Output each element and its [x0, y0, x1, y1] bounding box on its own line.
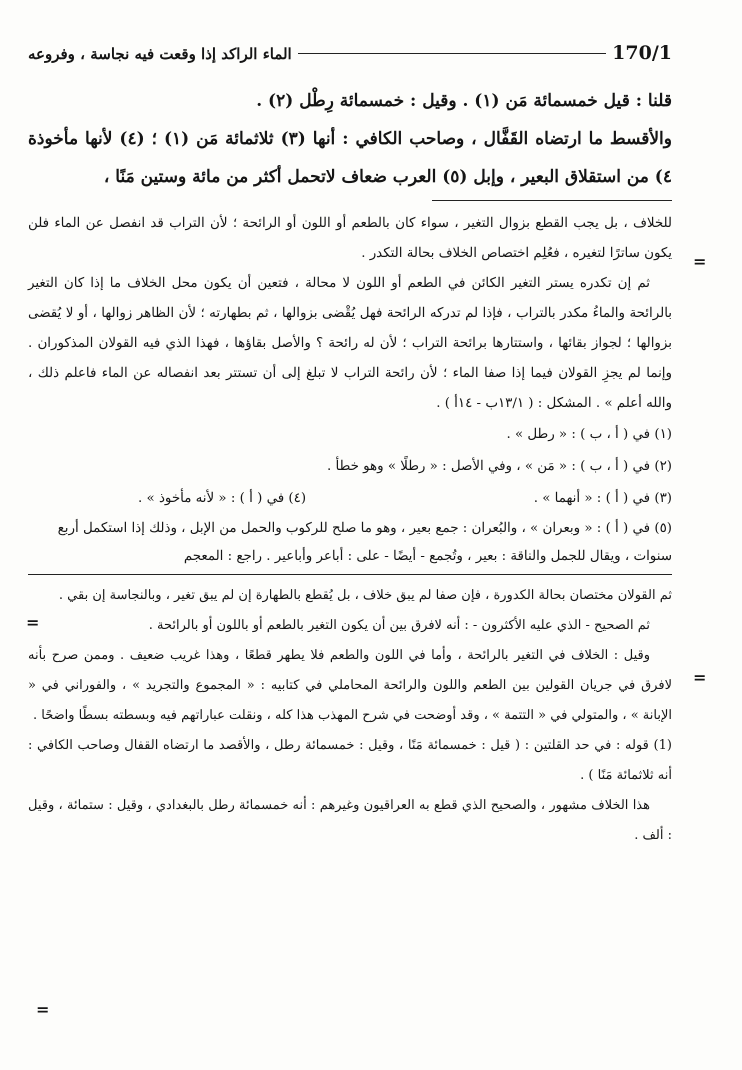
running-header: [28, 42, 672, 68]
commentary-paragraph: ثم إن تكدره يستر التغير الكائن في الطعم أو اللون لا محالة ، فتعين أن يكون محل الخلاف ما إذا كان التغير بالرائحة والماءُ مكدر بالتراب ، فإذا لم تدركه الرائحة فهل يُقْضى بزوالها ، ثم بطهارته ؛ لأن الظاهر زوالها ، أو لا يُقضى بزوالها ؛ لجواز بقائها ، واستتارها برائحة التراب ؛ لأن له رائحة ؟ والأصل بقاؤها ، فهذا الذي فيه القولان المذكوران . وإنما لم يجزِ القولان فيما إذا صفا الماء ؛ لأن رائحة التراب لا تبلغ إلى أن تستتر بعد انفصاله عن الماء فاعلم ذلك ، والله أعلم » . المشكل : ( ١٣/١ب - ١٤أ ) .: [28, 276, 672, 411]
commentary-paragraph: للخلاف ، بل يجب القطع بزوال التغير ، سواء كان بالطعم أو اللون أو الرائحة ؛ لأن التراب قد انفصل عن الماء فلن يكون ساترًا لتغيره ، فعُلِم اختصاص الخلاف بحالة التكدر .: [28, 216, 672, 261]
footnote-5: (٥) في ( أ ) : « وبعران » ، والبُعران : جمع بعير ، وهو ما صلح للركوب والحمل من الإبل ، وذلك إذا استكمل أربع سنوات ، ويقال للجمل والناقة : بعير ، وتُجمع - أيضًا - على : أباعر وأباعير . راجع : المعجم: [57, 521, 672, 564]
main-text: [28, 82, 672, 196]
commentary-block: [28, 209, 672, 419]
footnote-row: [28, 483, 672, 515]
lower-paragraph: ثم الصحيح - الذي عليه الأكثرون - : أنه لافرق بين أن يكون التغير بالطعم أو باللون أو بالرائحة .: [148, 618, 650, 633]
margin-mark: =: [26, 613, 40, 632]
margin-mark: =: [36, 1000, 50, 1019]
margin-mark: =: [693, 668, 707, 687]
running-title: الماء الراكد إذا وقعت فيه نجاسة ، وفروعه: [28, 45, 292, 63]
lower-paragraph: ثم القولان مختصان بحالة الكدورة ، فإن صفا لم يبق خلاف ، بل يُقطع بالطهارة إن لم يبق تغير ، وبالنجاسة إن بقي .: [58, 588, 672, 603]
section-rule: [28, 574, 672, 575]
footnote-4: (٤) في ( أ ) : « لأنه مأخوذ » .: [138, 491, 307, 506]
footnote-3: (٣) في ( أ ) : « أنهما » .: [533, 491, 672, 506]
footnote-1: (١) في ( أ ، ب ) : « رطل » .: [506, 427, 672, 442]
footnote-2: (٢) في ( أ ، ب ) : « مَن » ، وفي الأصل : « رطلًا » وهو خطأ .: [327, 459, 672, 474]
header-rule: [298, 53, 606, 54]
footnote-separator: [432, 200, 672, 201]
footnotes: [28, 419, 672, 571]
main-paragraph: والأقسط ما ارتضاه القَفَّال ، وصاحب الكافي : أنها (٣) ثلاثمائة مَن (١) ؛ (٤) لأنها مأخوذة ٤) من استقلاق البعير ، وإبل (٥) العرب ضعاف لاتحمل أكثر من مائة وستين مَنًا ،: [28, 129, 672, 187]
lower-paragraph: هذا الخلاف مشهور ، والصحيح الذي قطع به العراقيون وغيرهم : أنه خمسمائة رطل بالبغدادي ، وقيل : ستمائة ، وقيل : ألف .: [28, 798, 672, 843]
page: [28, 42, 672, 1050]
page-number: 170/1: [612, 42, 672, 64]
lower-paragraph: وقيل : الخلاف في التغير بالرائحة ، وأما في اللون والطعم فلا يطهر قطعًا ، وهذا غريب ضعيف . وممن صرح بأنه لافرق في جريان القولين بين الطعم واللون والرائحة المحاملي في كتابيه : « المجموع والتجريد » ، والفوراني في « الإبانة » ، والمتولي في « التتمة » ، وقد أوضحت في شرح المهذب هذا كله ، ونقلت عباراتهم فيه وبسطته بسطًا واضحًا .: [28, 648, 672, 723]
margin-mark: =: [693, 252, 707, 271]
lower-paragraph: (1) قوله : في حد القلتين : ( قيل : خمسمائة مَنًا ، وقيل : خمسمائة رطل ، والأقصد ما ارتضاه القفال وصاحب الكافي : أنه ثلاثمائة مَنًا ) .: [28, 738, 672, 783]
main-paragraph: قلنا : قيل خمسمائة مَن (١) . وقيل : خمسمائة رِطْل (٢) .: [256, 91, 672, 111]
lower-commentary: [28, 581, 672, 851]
